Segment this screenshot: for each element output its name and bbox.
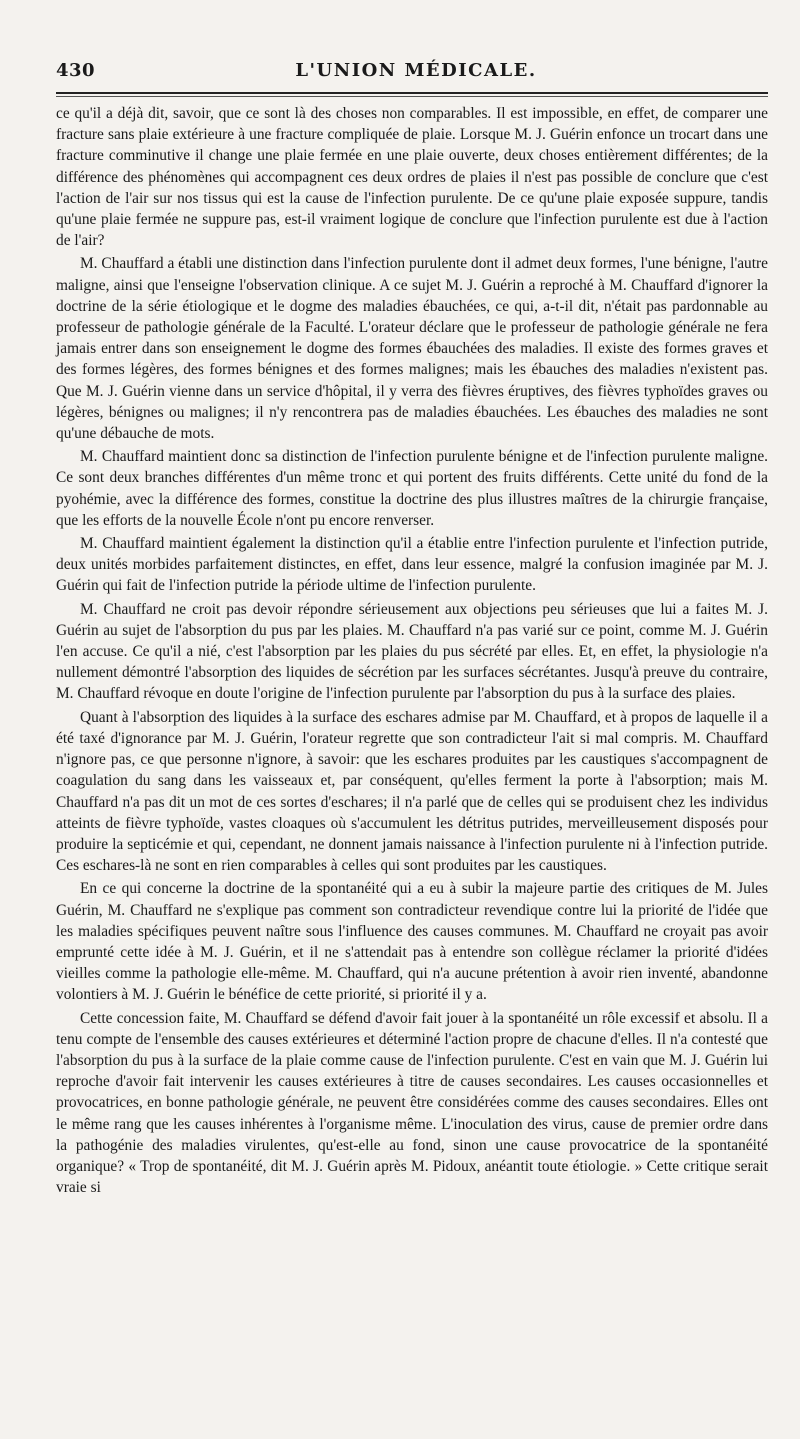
paragraph: Cette concession faite, M. Chauffard se défend d'avoir fait jouer à la spontanéité un rôle excessif et absolu. Il a tenu compte de l'ensemble des causes extérieures et déterminé l'action propre de chacune d'elles. Il n'a contesté que l'absorption du pus à la surface de la plaie comme cause de l'infection purulente. C'est en vain que M. J. Guérin lui reproche d'avoir fait intervenir les causes extérieures à titre de causes secondaires. Les causes occasionnelles et provocatrices, en bonne pathologie générale, ne peuvent être considérées comme des causes secondaires. Elles ont le même rang que les causes inhérentes à l'organisme même. L'inoculation des virus, cause de premier ordre dans la pathogénie des maladies virulentes, qu'est-elle au fond, sinon une cause provocatrice de la spontanéité organique? « Trop de spontanéité, dit M. J. Guérin après M. Pidoux, anéantit toute étiologie. » Cette critique serait vraie si — [56, 1009, 768, 1197]
page-number: 430 — [56, 60, 96, 81]
paragraph: ce qu'il a déjà dit, savoir, que ce sont là des choses non comparables. Il est impossible, en effet, de comparer une fracture sans plaie extérieure à une fracture compliquée de plaie. Lorsque M. J. Guérin enfonce un trocart dans une fracture comminutive il change une plaie fermée en une plaie ouverte, deux choses entièrement différentes; de la différence des phénomènes qui accompagnent ces deux ordres de plaies il n'est pas possible de conclure que c'est l'action de l'air sur nos tissus qui est la cause de l'infection purulente. De ce qu'une plaie exposée suppure, tandis qu'une plaie fermée ne suppure pas, est-il vraiment logique de conclure que l'infection purulente est due à l'action de l'air? — [56, 105, 768, 250]
page-header — [56, 60, 776, 90]
paragraph: M. Chauffard ne croit pas devoir répondre sérieusement aux objections peu sérieuses que lui a faites M. J. Guérin au sujet de l'absorption du pus par les plaies. M. Chauffard n'a pas varié sur ce point, comme M. J. Guérin l'en accuse. Ce qu'il a nié, c'est l'absorption par les plaies du pus sécrété par elles. Et, en effet, la physiologie n'a nullement démontré l'absorption des liquides de sécrétion par les surfaces sécrétantes. Jusqu'à preuve du contraire, M. Chauffard révoque en doute l'origine de l'infection purulente par l'absorption du pus à la surface des plaies. — [56, 600, 768, 703]
paragraph: M. Chauffard maintient également la distinction qu'il a établie entre l'infection purulente et l'infection putride, deux unités morbides parfaitement distinctes, en effet, dans leur essence, malgré la confusion imaginée par M. J. Guérin qui fait de l'infection putride la période ultime de l'infection purulente. — [56, 535, 768, 595]
body-text — [56, 103, 768, 1200]
paragraph: M. Chauffard a établi une distinction dans l'infection purulente dont il admet deux formes, l'une bénigne, l'autre maligne, ainsi que l'enseigne l'observation clinique. A ce sujet M. J. Guérin a reproché à M. Chauffard d'ignorer la doctrine de la série étiologique et le dogme des maladies ébauchées, ce qui, a-t-il dit, n'était pas pardonnable au professeur de pathologie générale de la Faculté. L'orateur déclare que le professeur de pathologie générale ne fera jamais entrer dans son enseignement le dogme des formes ébauchées des maladies. Il existe des formes graves et des formes légères, des formes bénignes et des formes malignes; mais les ébauches des maladies n'existent pas. Que M. J. Guérin vienne dans un service d'hôpital, il y verra des fièvres éruptives, des fièvres typhoïdes graves ou légères, bénignes ou malignes; il n'y rencontrera pas de maladies ébauchées. Les ébauches des maladies ne sont qu'une débauche de mots. — [56, 255, 768, 443]
running-title: L'UNION MÉDICALE. — [295, 60, 537, 81]
paragraph: M. Chauffard maintient donc sa distinction de l'infection purulente bénigne et de l'infection purulente maligne. Ce sont deux branches différentes d'un même tronc et qui portent des fruits différents. Cette unité du fond de la pyohémie, avec la différence des formes, constitue la doctrine des plus illustres maîtres de la chirurgie française, que les efforts de la nouvelle École n'ont pu encore renverser. — [56, 448, 768, 529]
header-rule — [56, 92, 768, 94]
header-rule-thin — [56, 96, 768, 97]
paragraph: Quant à l'absorption des liquides à la surface des eschares admise par M. Chauffard, et à propos de laquelle il a été taxé d'ignorance par M. J. Guérin, l'orateur regrette que son contradicteur l'ait si mal compris. M. Chauffard n'ignore pas, ce que personne n'ignore, à savoir: que les eschares produites par les caustiques s'accompagnent de coagulation du sang dans les vaisseaux et, par conséquent, qu'elles ferment la porte à l'absorption; mais M. Chauffard n'a pas dit un mot de ces sortes d'eschares; il n'a parlé que de celles qui se produisent chez les individus atteints de fièvre typhoïde, vastes cloaques où s'accumulent les détritus putrides, merveilleusement disposés pour produire la septicémie et qui, cependant, ne donnent jamais naissance à l'infection purulente ni à l'infection putride. Ces eschares-là ne sont en rien comparables à celles qui sont produites par les caustiques. — [56, 708, 768, 875]
paragraph: En ce qui concerne la doctrine de la spontanéité qui a eu à subir la majeure partie des critiques de M. Jules Guérin, M. Chauffard ne s'explique pas comment son contradicteur revendique contre lui la priorité de l'idée que les maladies spécifiques peuvent naître sous l'influence des causes communes. M. Chauffard ne croyait pas avoir emprunté cette idée à M. J. Guérin, et il ne s'attendait pas à entendre son collègue réclamer la priorité d'idées vieilles comme la pathologie elle-même. M. Chauffard, qui n'a aucune prétention à avoir rien inventé, abandonne volontiers à M. J. Guérin le bénéfice de cette priorité, si priorité il y a. — [56, 880, 768, 1004]
